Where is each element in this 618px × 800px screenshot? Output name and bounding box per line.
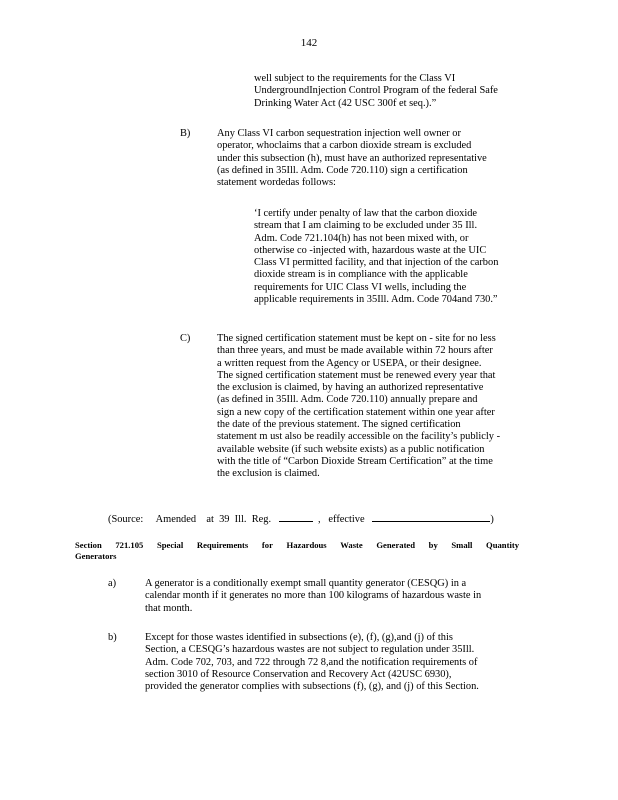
text-line: Adm. Code 721.104(h) has not been mixed with, or <box>254 232 469 244</box>
source-note-text: (Source: Amended at 39 Ill. Reg. <box>108 514 279 525</box>
text-line: UndergroundInjection Control Program of the federal Safe <box>254 85 498 97</box>
text-line: well subject to the requirements for the Class VI <box>254 73 456 84</box>
text-line: (as defined in 35Ill. Adm. Code 720.110) sign a certification <box>217 164 468 176</box>
source-note <box>108 512 494 526</box>
text-line: Class VI permitted facility, and that injection of the carbon <box>254 257 499 269</box>
heading-word: 721.105 <box>115 540 144 550</box>
text-line: statement wordedas follows: <box>217 177 336 189</box>
text-line: Any Class VI carbon sequestration injection well owner or <box>217 128 461 139</box>
heading-word: Waste <box>340 540 363 550</box>
source-note-close: ) <box>490 514 494 525</box>
text-line: Drinking Water Act (42 USC 300f et seq.).” <box>254 97 437 109</box>
text-line: The signed certification statement must be renewed every year that <box>217 369 496 381</box>
text-line: the date of the previous statement. The signed certification <box>217 419 461 431</box>
text-line: the exclusion is claimed. <box>217 468 320 480</box>
text-line: than three years, and must be made available within 72 hours after <box>217 345 493 357</box>
heading-word: for <box>261 540 273 550</box>
text-line: stream that I am claiming to be excluded under 35 Ill. <box>254 220 478 232</box>
heading-word: Section <box>75 540 102 550</box>
paragraph-c-label: C) <box>180 333 191 344</box>
heading-word: Hazardous <box>286 540 327 550</box>
heading-word: by <box>428 540 438 550</box>
source-note-effective: , effective <box>312 514 373 525</box>
paragraph-b-lower <box>145 632 531 693</box>
paragraph-c-upper <box>217 333 539 481</box>
paragraph-a <box>145 578 531 615</box>
text-line: section 3010 of Resource Conservation and Recovery Act (42USC 6930), <box>145 668 452 680</box>
text-line: ‘I certify under penalty of law that the carbon dioxide <box>254 208 478 219</box>
paragraph-b-upper <box>217 128 519 189</box>
section-heading-line2: Generators <box>75 551 117 561</box>
heading-word: Generated <box>376 540 416 550</box>
paragraph-b-label: B) <box>180 128 191 139</box>
section-heading-line <box>75 540 519 551</box>
text-line: The signed certification statement must be kept on - site for no less <box>217 333 496 344</box>
text-line: calendar month if it generates no more than 100 kilograms of hazardous waste in <box>145 590 482 602</box>
text-line: a written request from the Agency or USEPA, or their designee. <box>217 357 482 369</box>
certification-quote <box>254 208 532 306</box>
text-line: statement m ust also be readily accessible on the facility’s publicly - <box>217 431 501 443</box>
register-blank <box>279 512 313 522</box>
text-line: provided the generator complies with subsections (f), (g), and (j) of this Section. <box>145 681 479 693</box>
text-line: Adm. Code 702, 703, and 722 through 72 8,and the notification requirements of <box>145 656 478 668</box>
text-line: Except for those wastes identified in subsections (e), (f), (g),and (j) of this <box>145 632 453 643</box>
text-line: dioxide stream is in compliance with the applicable <box>254 269 468 281</box>
heading-word: Quantity <box>486 540 519 550</box>
text-line: under this subsection (h), must have an authorized representative <box>217 152 487 164</box>
section-heading <box>75 540 519 562</box>
text-line: requirements for UIC Class VI wells, including the <box>254 281 467 293</box>
paragraph-b-lower-label: b) <box>108 632 117 643</box>
text-line: sign a new copy of the certification statement within one year after <box>217 406 495 418</box>
heading-word: Requirements <box>196 540 249 550</box>
continued-paragraph <box>254 73 532 110</box>
text-line: the exclusion is claimed, by having an authorized representative <box>217 382 484 394</box>
text-line: A generator is a conditionally exempt small quantity generator (CESQG) in a <box>145 578 467 589</box>
text-line: that month. <box>145 602 193 614</box>
text-line: available website (if such website exists) as a public notification <box>217 443 485 455</box>
text-line: (as defined in 35Ill. Adm. Code 720.110) annually prepare and <box>217 394 478 406</box>
text-line: otherwise co -injected with, hazardous waste at the UIC <box>254 244 487 256</box>
text-line: Section, a CESQG’s hazardous wastes are not subject to regulation under 35Ill. <box>145 644 475 656</box>
effective-date-blank <box>372 512 490 522</box>
heading-word: Special <box>156 540 184 550</box>
paragraph-a-label: a) <box>108 578 117 589</box>
text-line: operator, whoclaims that a carbon dioxide stream is excluded <box>217 140 472 152</box>
heading-word: Small <box>451 540 473 550</box>
page-number: 142 <box>300 37 318 49</box>
text-line: with the title of “Carbon Dioxide Stream Certification” at the time <box>217 455 493 467</box>
text-line: applicable requirements in 35Ill. Adm. Code 704and 730.” <box>254 294 498 306</box>
